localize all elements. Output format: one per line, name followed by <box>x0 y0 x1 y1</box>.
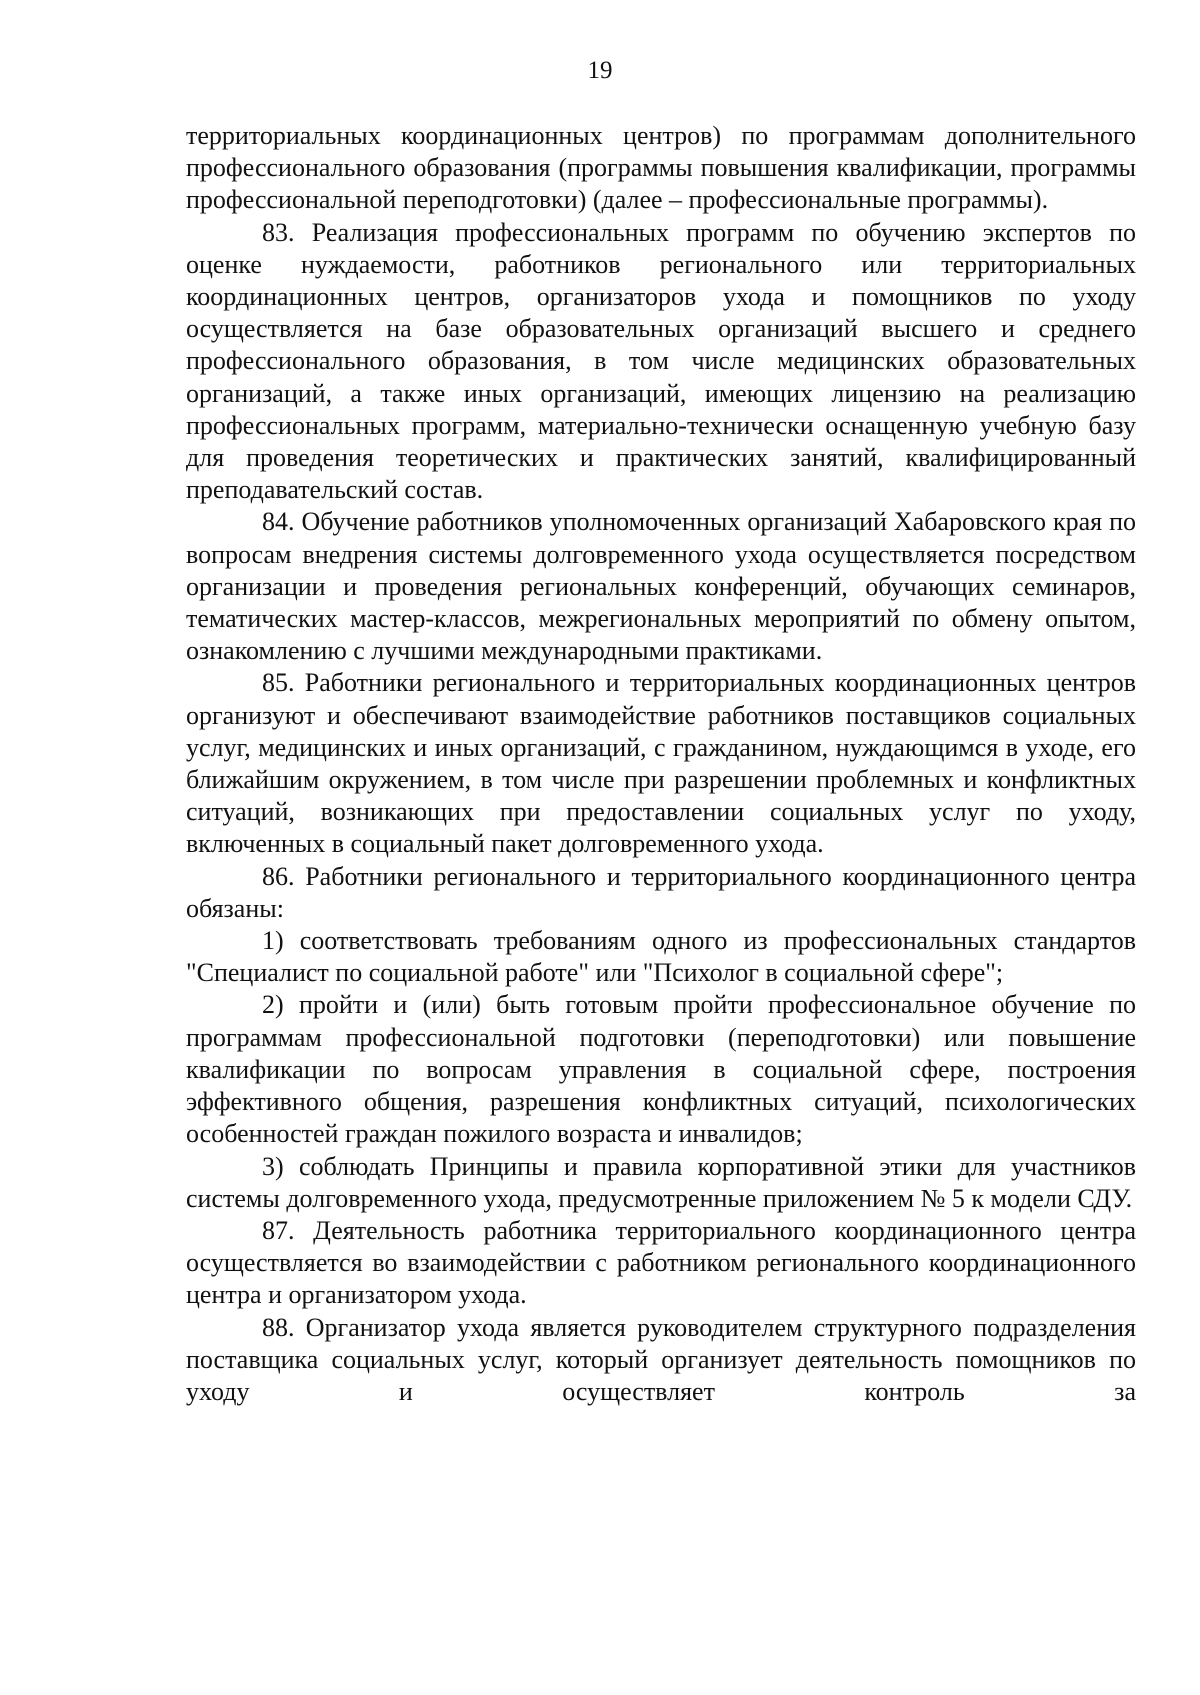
paragraph-intro: территориальных координационных центров) по программам дополнительного профессионального образования (программы повышения квалификации, программы профессиональной переподготовки) (далее – профессиональные программы). <box>186 121 1136 215</box>
paragraph-84: 84. Обучение работников уполномоченных организаций Хабаровского края по вопросам внедрения системы долговременного ухода осуществляется посредством организации и проведения региональных конференций, обучающих семинаров, тематических мастер-классов, межрегиональных мероприятий по обмену опытом, ознакомлению с лучшими международными практиками. <box>186 507 1136 666</box>
paragraph-86: 86. Работники регионального и территориального координационного центра обязаны: <box>186 861 1136 923</box>
paragraph-87: 87. Деятельность работника территориального координационного центра осуществляется во взаимодействии с работником регионального координационного центра и организатором ухода. <box>186 1215 1136 1310</box>
page-number: 19 <box>587 57 613 84</box>
paragraph-88: 88. Организатор ухода является руководителем структурного подразделения поставщика социальных услуг, который организует деятельность помощников по уходу и осуществляет контроль за <box>186 1312 1136 1406</box>
paragraph-85: 85. Работники регионального и территориальных координационных центров организуют и обеспечивают взаимодействие работников поставщиков социальных услуг, медицинских и иных организаций, с гражданином, нуждающимся в уходе, его ближайшим окружением, в том числе при разрешении проблемных и конфликтных ситуаций, возникающих при предоставлении социальных услуг по уходу, включенных в социальный пакет долговременного ухода. <box>186 668 1136 859</box>
document-body <box>186 120 1136 1408</box>
paragraph-86-item-1: 1) соответствовать требованиям одного из профессиональных стандартов "Специалист по социальной работе" или "Психолог в социальной сфере"; <box>186 926 1136 988</box>
paragraph-86-item-2: 2) пройти и (или) быть готовым пройти профессиональное обучение по программам профессиональной подготовки (переподготовки) или повышение квалификации по вопросам управления в социальной сфере, построения эффективного общения, разрешения конфликтных ситуаций, психологических особенностей граждан пожилого возраста и инвалидов; <box>186 990 1136 1149</box>
paragraph-83: 83. Реализация профессиональных программ по обучению экспертов по оценке нуждаемости, работников регионального или территориальных координационных центров, организаторов ухода и помощников по уходу осуществляется на базе образовательных организаций высшего и среднего профессионального образования, в том числе медицинских образовательных организаций, а также иных организаций, имеющих лицензию на реализацию профессиональных программ, материально-технически оснащенную учебную базу для проведения теоретических и практических занятий, квалифицированный преподавательский состав. <box>186 217 1136 505</box>
paragraph-86-item-3: 3) соблюдать Принципы и правила корпоративной этики для участников системы долговременного ухода, предусмотренные приложением № 5 к модели СДУ. <box>186 1151 1136 1213</box>
